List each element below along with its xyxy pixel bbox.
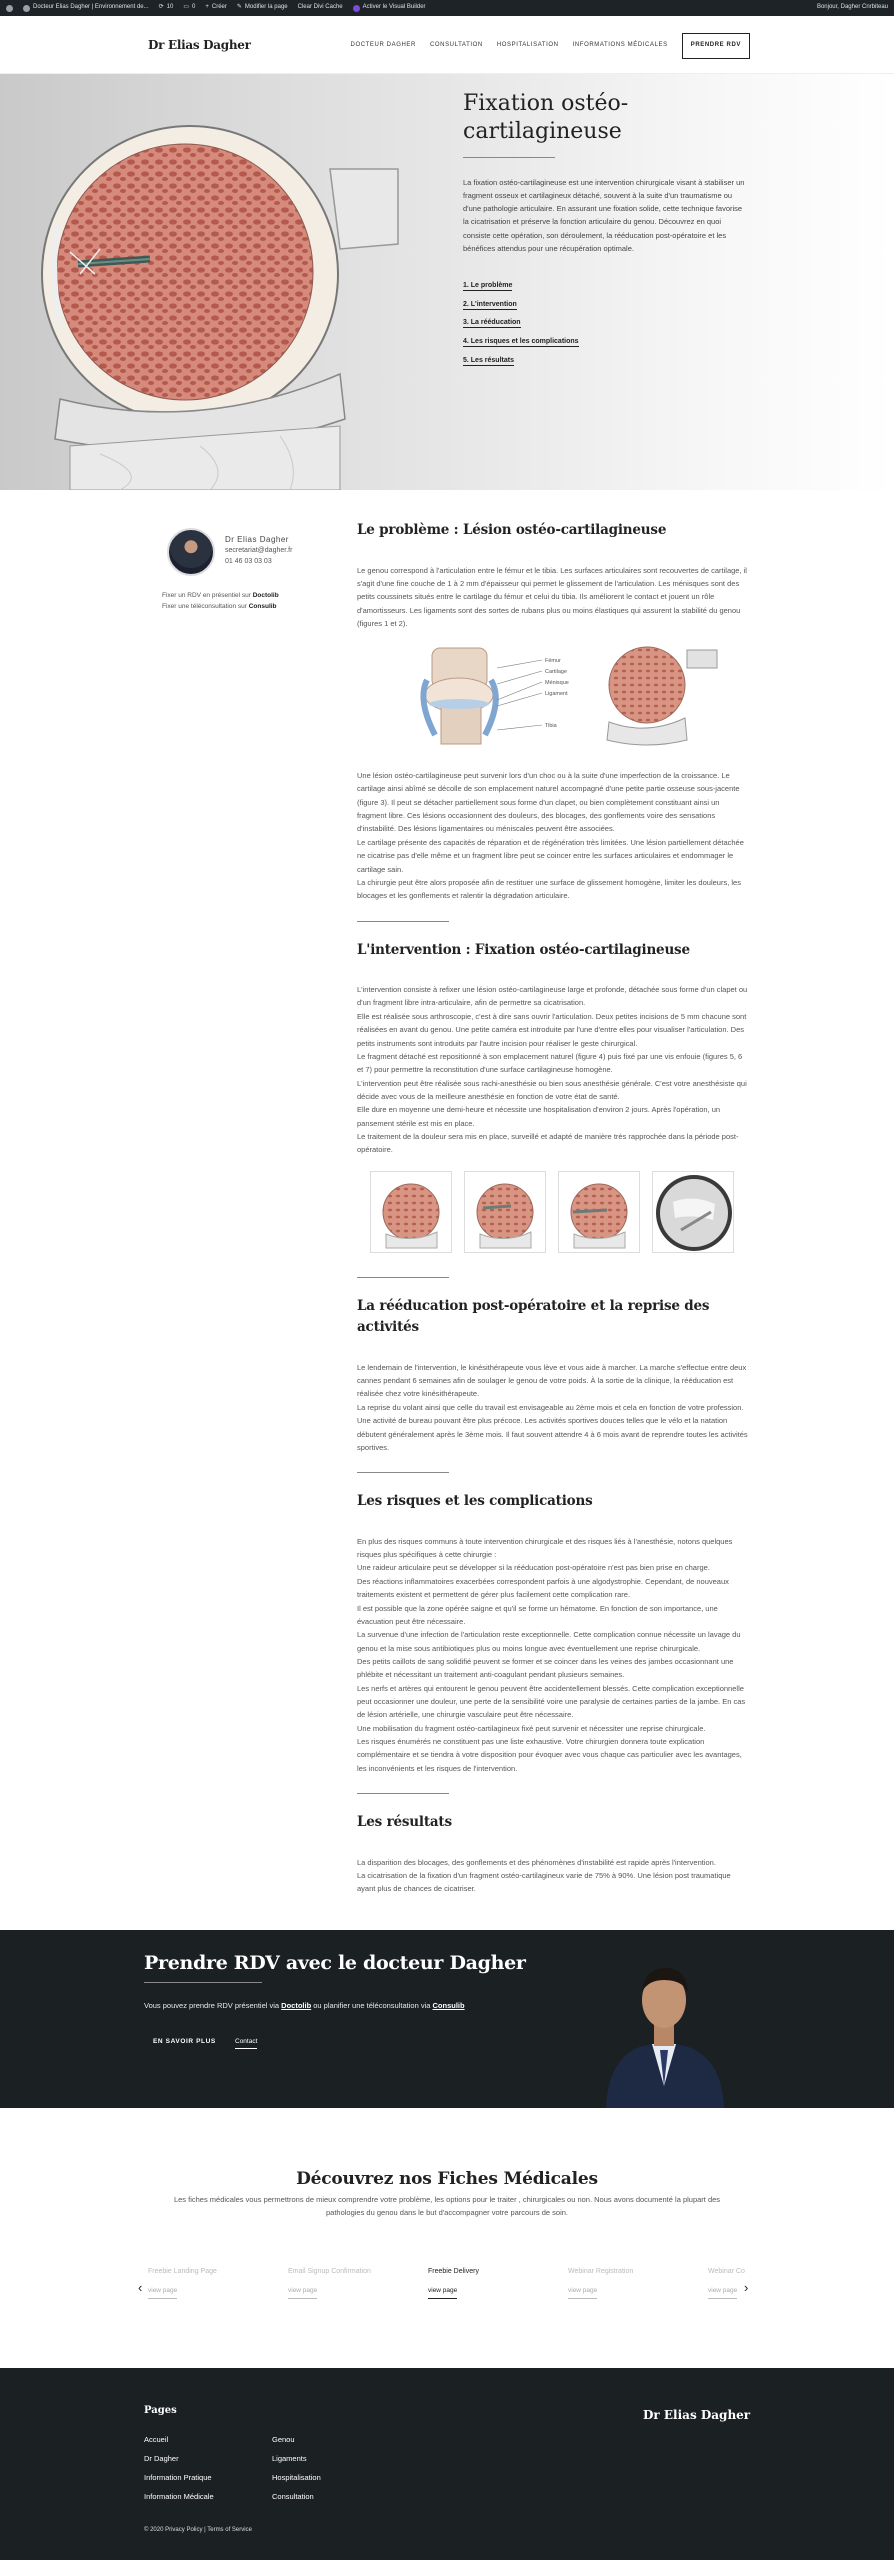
figure-5 [464, 1171, 546, 1253]
plus-icon: + [205, 4, 209, 11]
site-footer [0, 2368, 894, 2560]
site-header [0, 16, 894, 74]
carousel-slide: Freebie Landing Page view page [148, 2266, 258, 2299]
intervention-figures [357, 1171, 749, 1253]
fiches-carousel [148, 2266, 752, 2316]
figure-label-cartilage: Cartilage [545, 669, 568, 676]
section-text-resultats: La disparition des blocages, des gonflements et des phénomènes d'instabilité est rapide après l'intervention. La cicatrisation de la fixation d'un fragment ostéo-cartilagineux varie de 75% à 90%. Une lésion post traumatique ayant plus de chances de cicatriser. [357, 1857, 731, 1894]
nav-consultation[interactable]: CONSULTATION [429, 42, 483, 48]
carousel-slide: Webinar Registration view page [568, 2266, 678, 2299]
author-name: Dr Elias Dagher [225, 535, 289, 544]
section-text-reeducation: Le lendemain de l'intervention, le kinésithérapeute vous lève et vous aide à marcher. La marche s'effectue entre deux cannes pendant 6 semaines afin de soulager le genou de votre poids. À la sortie de la clinique, la rééducation est réalisée chez votre kinésithérapeute. La reprise du volant ainsi que celle du travail est envisageable au 2ème mois et cela en fonction de votre profession. Une activité de bureau pouvant être plus précoce. Les activités sportives douces telles que le vélo et la natation débutent généralement après le 3ème mois. Il faut souvent attendre 4 à 6 mois avant de reprendre toutes les activités sportives. [357, 1362, 748, 1452]
toc-link-risques[interactable]: 4. Les risques et les complications [463, 338, 579, 346]
author-email[interactable]: secretariat@dagher.fr [225, 547, 293, 554]
view-page-link[interactable]: view page [288, 2286, 317, 2298]
pencil-icon: ✎ [236, 4, 242, 11]
section-text-intervention: L'intervention consiste à refixer une lésion ostéo-cartilagineuse large et profonde, détachée sous forme d'un clapet ou d'un fragment libre intra-articulaire, afin de permettre sa cicatrisation. Elle est réalisée sous arthroscopie, c'est à dire sans ouvrir l'articulation. Deux petites incisions de 5 mm chacune sont réalisées en avant du genou. Une petite caméra est introduite par l'une d'entre elles pour visualiser l'articulation. Des petits instruments sont introduits par l'autre incision pour réaliser le geste chirurgical. Le fragment détaché est repositionné à son emplacement naturel (figure 4) puis fixé par une vis enfouie (figures 5, 6 et 7) pour permettre la reconstitution d'une surface cartilagineuse homogène. L'intervention peut être réalisée sous rachi-anesthésie ou bien sous anesthésie générale. C'est votre anesthésiste qui décide avec vous de la meilleure anesthésie en fonction de votre état de santé. Elle dure en moyenne une demi-heure et nécessite une hospitalisation d'environ 2 jours. Après l'opération, un pansement stérile est mis en place. Le traitement de la douleur sera mis en place, surveillé et adapté de manière très rapprochée dans la période post-opératoire. [357, 985, 748, 1155]
refresh-icon: ⟳ [158, 4, 164, 11]
admin-updates-link[interactable]: ⟳ 10 [159, 3, 174, 13]
footer-copyright: © 2020 Privacy Policy | Terms of Service [144, 2527, 252, 2533]
hero-section [0, 74, 894, 490]
wordpress-logo-icon[interactable] [6, 5, 13, 12]
author-info [225, 534, 325, 567]
carousel-slide: Email Signup Confirmation view page [288, 2266, 398, 2299]
fiches-subtitle: Les fiches médicales vous permettrons de mieux comprendre votre problème, les options pour le traiter , chirurgicales ou non. Nous avons documenté la plupart des pathologies du genou dans le but d'accompagner votre parcours de soin. [173, 2195, 721, 2217]
admin-edit-link[interactable]: ✎ Modifier la page [237, 3, 288, 13]
prendre-rdv-button[interactable]: PRENDRE RDV [682, 33, 750, 59]
rdv-doctolib-link[interactable]: Doctolib [281, 2001, 312, 2010]
table-of-contents [463, 279, 748, 367]
view-page-link[interactable]: view page [148, 2286, 177, 2298]
page-title: Fixation ostéo-cartilagineuse [463, 91, 629, 144]
footer-link-consultation[interactable]: Consultation [272, 2492, 314, 2501]
carousel-prev-arrow-icon[interactable]: ‹ [138, 2280, 143, 2295]
nav-docteur-dagher[interactable]: DOCTEUR DAGHER [350, 42, 416, 48]
toc-link-intervention[interactable]: 2. L'intervention [463, 300, 517, 308]
rdv-divider [144, 1982, 262, 1983]
view-page-link[interactable]: view page [708, 2286, 737, 2298]
toc-link-probleme[interactable]: 1. Le problème [463, 281, 513, 289]
footer-pages-title: Pages [144, 2405, 177, 2416]
admin-account-link[interactable]: Bonjour, Dagher Cnrbiteau [816, 4, 888, 11]
knee-illustration [0, 74, 420, 490]
contact-button[interactable]: Contact [235, 2037, 257, 2049]
section-title-resultats: Les résultats [357, 1813, 452, 1830]
section-title-reeducation: La rééducation post-opératoire et la reprise des activités [357, 1297, 710, 1336]
fiches-section [0, 2108, 894, 2368]
section-divider [357, 1472, 449, 1473]
figure-label-femur: Fémur [545, 658, 561, 665]
figure-label-menisque: Ménisque [545, 680, 569, 687]
section-divider [357, 1277, 449, 1278]
admin-site-link[interactable]: Docteur Elias Dagher | Environnement de... [23, 3, 149, 13]
author-links: Fixer un RDV en présentiel sur Doctolib Fixer une téléconsultation sur Consulib [162, 592, 279, 611]
toc-link-reeducation[interactable]: 3. La rééducation [463, 319, 521, 327]
site-logo[interactable]: Dr Elias Dagher [148, 38, 251, 52]
view-page-link[interactable]: view page [428, 2286, 457, 2298]
footer-link-accueil[interactable]: Accueil [144, 2435, 169, 2444]
knee-anatomy-figure [357, 640, 749, 750]
figure-7 [652, 1171, 734, 1253]
admin-clear-cache-link[interactable]: Clear Divi Cache [297, 4, 343, 11]
section-text-risques: En plus des risques communs à toute intervention chirurgicale et des risques liés à l'anesthésie, notons quelques risques plus spécifiques à cette chirurgie : Une raideur articulaire peut se développer si la rééducation post-opératoire n'est pas bien prise en charge. Des réactions inflammatoires exacerbées correspondent parfois à une algodystrophie. Cependant, de nouveaux traitements existent et permettent de gérer plus facilement cette complication rare. Il est possible que la zone opérée saigne et qu'il se forme un hématome. En fonction de son importance, une évacuation peut être nécessaire. La survenue d'une infection de l'articulation reste exceptionnelle. Cette complication connue nécessite un lavage du genou et la mise sous antibiotiques plus ou moins longue avec éventuellement une reprise chirurgicale. Des petits caillots de sang solidifié peuvent se former et se coincer dans les veines des jambes occasionnant une phlébite et nécessitant un traitement anti-coagulant pendant plusieurs semaines. Les nerfs et artères qui entourent le genou peuvent être accidentellement blessés. Cette complication exceptionnelle peut occasionner une douleur, une perte de la sensibilité voire une paralysie de certaines parties de la jambe. En cas de lésion artérielle, une chirurgie vasculaire peut être nécessaire. Une mobilisation du fragment ostéo-cartilagineux fixé peut survenir et nécessiter une reprise chirurgicale. Les risques énumérés ne constituent pas une liste exhaustive. Votre chirurgien donnera toute explication complémentaire et se tiendra à votre disposition pour évoquer avec vous chaque cas particulier avec les avantages, les inconvénients et les risques de l'intervention. [357, 1536, 746, 1773]
rdv-banner [0, 1930, 894, 2108]
title-divider [463, 157, 555, 158]
figure-label-ligament: Ligament [545, 691, 568, 698]
section-text-probleme-2: Une lésion ostéo-cartilagineuse peut survenir lors d'un choc ou à la suite d'une imperfection de la croissance. Le cartilage ainsi abîmé se décolle de son emplacement naturel accompagné d'une petite partie osseuse sous-jacente (figure 3). Il peut se détacher partiellement sous forme d'un clapet, ou bien complètement constituant ainsi un fragment libre. Ces lésions occasionnent des douleurs, des blocages, des gonflements voire des sensations d'instabilité. Des lésions ligamentaires ou méniscales peuvent être associées. Le cartilage présente des capacités de réparation et de régénération très limitées. Une lésion partiellement détachée ne cicatrise pas d'elle même et un fragment libre peut se coincer entre les surfaces articulaires et endommager le cartilage sain. La chirurgie peut être alors proposée afin de restituer une surface de glissement homogène, limiter les douleurs, les blocages et les gonflements et ralentir la dégradation articulaire. [357, 771, 744, 901]
footer-logo[interactable]: Dr Elias Dagher [643, 2408, 751, 2422]
fiches-title: Découvrez nos Fiches Médicales [296, 2169, 598, 2189]
nav-hospitalisation[interactable]: HOSPITALISATION [496, 42, 559, 48]
figure-6 [558, 1171, 640, 1253]
carousel-next-arrow-icon[interactable]: › [744, 2280, 749, 2295]
hero-intro: La fixation ostéo-cartilagineuse est une intervention chirurgicale visant à stabiliser un fragment osseux et cartilagineux détaché, souvent à la suite d'un traumatisme ou d'une pathologie articulaire. En assurant une fixation solide, cette technique favorise la cicatrisation et préserve la fonction articulaire du genou. Découvrez en quoi consiste cette opération, son déroulement, la rééducation post-opératoire et les bénéfices attendus pour une récupération optimale. [463, 178, 745, 253]
footer-link-dr-dagher[interactable]: Dr Dagher [144, 2454, 179, 2463]
consulib-link[interactable]: Consulib [248, 603, 277, 611]
view-page-link[interactable]: view page [568, 2286, 597, 2298]
figure-4 [370, 1171, 452, 1253]
footer-link-information-pratique[interactable]: Information Pratique [144, 2473, 212, 2482]
admin-new-link[interactable]: + Créer [205, 3, 227, 13]
rdv-text: Vous pouvez prendre RDV présentiel via Doctolib ou planifier une téléconsultation via Consulib [144, 2001, 465, 2010]
footer-links-col-1 [144, 2434, 214, 2510]
section-title-probleme: Le problème : Lésion ostéo-cartilagineuse [357, 522, 667, 538]
author-avatar [167, 528, 215, 576]
admin-visual-builder-link[interactable]: Activer le Visual Builder [353, 3, 426, 13]
author-phone[interactable]: 01 46 03 03 03 [225, 557, 272, 565]
section-title-intervention: L'intervention : Fixation ostéo-cartilagineuse [357, 941, 690, 958]
home-icon [23, 5, 30, 12]
section-title-risques: Les risques et les complications [357, 1493, 593, 1510]
footer-link-genou[interactable]: Genou [272, 2435, 295, 2444]
toc-link-resultats[interactable]: 5. Les résultats [463, 356, 514, 364]
section-divider [357, 921, 449, 922]
comment-icon: ▭ [183, 4, 190, 11]
footer-link-ligaments[interactable]: Ligaments [272, 2454, 307, 2463]
rdv-consulib-link[interactable]: Consulib [432, 2001, 465, 2010]
admin-bar [0, 0, 894, 16]
footer-link-information-medicale[interactable]: Information Médicale [144, 2492, 214, 2501]
nav-informations-medicales[interactable]: INFORMATIONS MÉDICALES [572, 42, 668, 48]
footer-link-hospitalisation[interactable]: Hospitalisation [272, 2473, 321, 2482]
hero-text [463, 90, 748, 373]
section-text-probleme-1: Le genou correspond à l'articulation entre le fémur et le tibia. Les surfaces articulaires sont recouvertes de cartilage, il s'agit d'une fine couche de 1 à 2 mm d'épaisseur qui permet le glissement de l'articulation. Les ménisques sont des petits coussinets situés entre le cartilage du fémur et celui du tibia. Ils améliorent le contact et jouent un rôle d'amortisseurs. Les ligaments sont des sortes de rubans plus ou moins élastiques qui assurent la stabilité du genou (figures 1 et 2). [357, 565, 747, 628]
carousel-slide: Webinar Co view page [708, 2266, 752, 2299]
en-savoir-plus-button[interactable]: EN SAVOIR PLUS [153, 2038, 216, 2045]
article-content [357, 520, 749, 1896]
doctolib-link[interactable]: Doctolib [252, 592, 279, 599]
admin-comments-link[interactable]: ▭ 0 [183, 3, 195, 13]
main-nav [351, 33, 750, 59]
section-divider [357, 1793, 449, 1794]
divi-icon [353, 5, 360, 12]
footer-links-col-2 [272, 2434, 321, 2510]
figure-label-tibia: Tibia [545, 723, 557, 730]
rdv-title: Prendre RDV avec le docteur Dagher [144, 1952, 526, 1974]
doctor-portrait [598, 1946, 730, 2108]
carousel-slide-active: Freebie Delivery view page [428, 2266, 538, 2299]
